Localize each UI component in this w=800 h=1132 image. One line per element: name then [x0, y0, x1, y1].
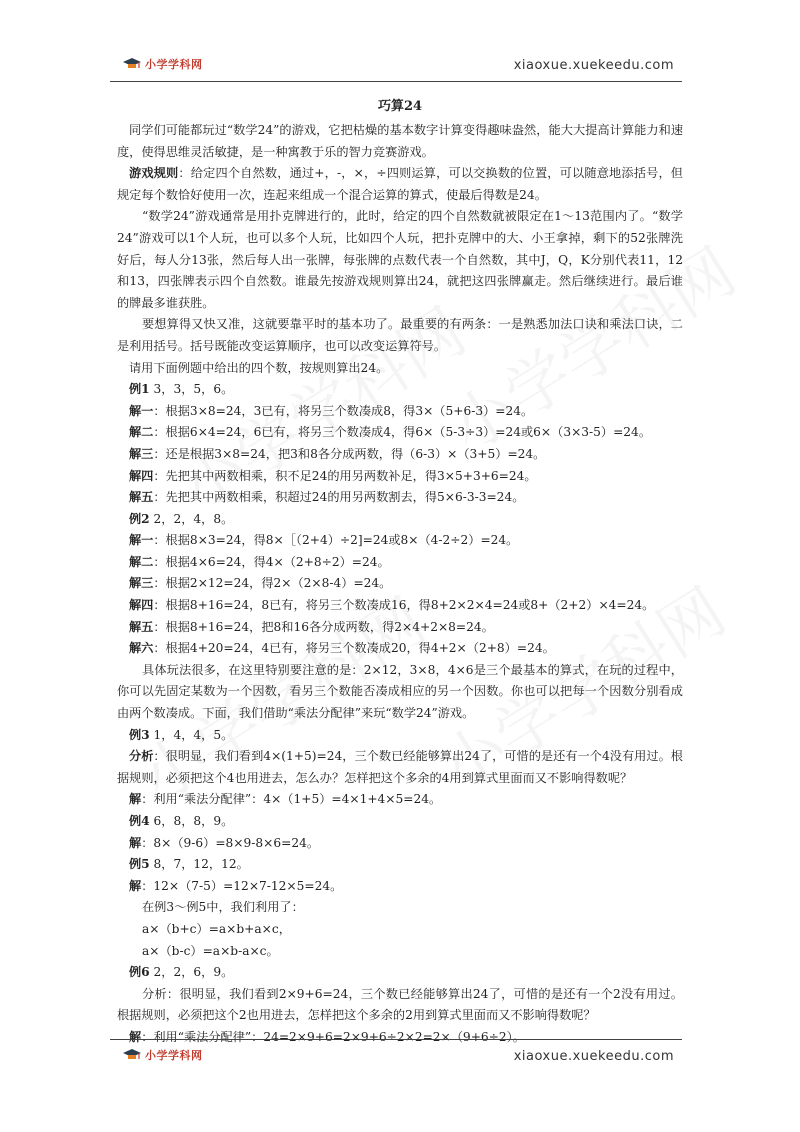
graduation-cap-icon	[122, 1047, 142, 1063]
paragraph: “数学24”游戏通常是用扑克牌进行的，此时，给定的四个自然数就被限定在1～13范围内了。“数学24”游戏可以1个人玩，也可以多个人玩，比如四个人玩，把扑克牌中的大、小王拿掉，剩下的52张牌洗好后，每人分13张，然后每人出一张牌，每张牌的点数代表一个自然数，其中J，Q，K分别代表11，12和13，四张牌表示四个自然数。谁最先按游戏规则算出24，就把这四张牌赢走。然后继续进行。最后谁的牌最多谁获胜。	[117, 209, 683, 310]
formula: a×（b+c）=a×b+a×c，	[142, 921, 291, 936]
footer-divider	[110, 1039, 682, 1040]
solution: 解一：根据8×3=24，得8×［（2+4）÷2]=24或8×（4-2÷2）=24。	[129, 533, 519, 548]
analysis: 分析：很明显，我们看到4×(1+5)=24，三个数已经能够算出24了，可惜的是还有一个4没有用过。根据规则，必须把这个4也用进去，怎么办？怎样把这个多余的4用到算式里面而又不影响得数呢？	[117, 749, 683, 785]
solution: 解：利用“乘法分配律”：24=2×9+6=2×9+6÷2×2=2×（9+6÷2）。	[129, 1029, 525, 1044]
site-url[interactable]: xiaoxue.xuekeedu.com	[513, 1049, 674, 1064]
site-url[interactable]: xiaoxue.xuekeedu.com	[513, 58, 674, 73]
paragraph: 请用下面例题中给出的四个数，按规则算出24。	[129, 360, 389, 375]
solution: 解四：根据8+16=24，8已有，将另三个数凑成16，得8+2×2×4=24或8+（2+2）×4=24。	[129, 598, 655, 613]
solution: 解：利用“乘法分配律”：4×（1+5）=4×1+4×5=24。	[129, 792, 442, 807]
solution: 解三：根据2×12=24，得2×（2×8-4）=24。	[129, 576, 392, 591]
logo-text: 小学学科网	[145, 58, 203, 71]
page-header	[110, 52, 678, 80]
solution: 解二：根据4×6=24，得4×（2+8÷2）=24。	[129, 554, 390, 569]
solution: 解六：根据4+20=24，4已有，将另三个数凑成20，得4+2×（2+8）=24。	[129, 641, 555, 656]
solution: 解三：还是根据3×8=24，把3和8各分成两数，得（6-3）×（3+5）=24。	[129, 446, 546, 461]
solution: 解：12×（7-5）=12×7-12×5=24。	[129, 878, 343, 893]
example-heading: 例3 1，4，4，5。	[129, 727, 234, 742]
paragraph: 同学们可能都玩过“数学24”的游戏，它把枯燥的基本数字计算变得趣味盎然，能大大提高计算能力和速度，使得思维灵活敏捷，是一种寓教于乐的智力竞赛游戏。	[117, 123, 683, 159]
solution: 解五：先把其中两数相乘，积超过24的用另两数割去，得5×6-3-3=24。	[129, 490, 525, 505]
formula: a×（b-c）=a×b-a×c。	[142, 943, 279, 958]
rules-paragraph: 游戏规则：给定四个自然数，通过+，-，×，÷四则运算，可以交换数的位置，可以随意地添括号，但规定每个数恰好使用一次，连起来组成一个混合运算的算式，使最后得数是24。	[117, 166, 683, 202]
solution: 解二：根据6×4=24，6已有，将另三个数凑成4，得6×（5-3÷3）=24或6×（3×3-5）=24。	[129, 425, 652, 440]
footer-logo	[122, 1047, 203, 1063]
example-heading: 例5 8，7，12，12。	[129, 857, 249, 872]
paragraph: 要想算得又快又准，这就要靠平时的基本功了。最重要的有两条：一是熟悉加法口诀和乘法口诀，二是利用括号。括号既能改变运算顺序，也可以改变运算符号。	[117, 317, 683, 353]
solution: 解四：先把其中两数相乘，积不足24的用另两数补足，得3×5+3+6=24。	[129, 468, 537, 483]
graduation-cap-icon	[122, 56, 142, 72]
solution: 解五：根据8+16=24，把8和16各分成两数，得2×4+2×8=24。	[129, 619, 494, 634]
example-heading: 例6 2，2，6，9。	[129, 965, 234, 980]
logo-text: 小学学科网	[145, 1049, 203, 1062]
example-heading: 例2 2，2，4，8。	[129, 511, 234, 526]
page-title: 巧算24	[377, 99, 423, 114]
header-divider	[110, 81, 682, 82]
paragraph: 具体玩法很多，在这里特别要注意的是：2×12，3×8，4×6是三个最基本的算式，在玩的过程中，你可以先固定某数为一个因数，看另三个数能否凑成相应的另一个因数。你也可以把每一个因数分别看成由两个数凑成。下面，我们借助“乘法分配律”来玩“数学24”游戏。	[117, 662, 683, 721]
analysis: 分析：很明显，我们看到2×9+6=24，三个数已经能够算出24了，可惜的是还有一个2没有用过。根据规则，必须把这个2也用进去，怎样把这个多余的2用到算式里面而又不影响得数呢？	[117, 986, 683, 1023]
page-footer	[110, 1043, 678, 1071]
solution: 解一：根据3×8=24，3已有，将另三个数凑成8，得3×（5+6-3）=24。	[129, 403, 534, 418]
example-heading: 例4 6，8，8，9。	[129, 814, 234, 828]
site-logo	[122, 56, 203, 72]
example-heading: 例1 3，3，5，6。	[129, 382, 234, 397]
document-body	[117, 96, 683, 1049]
paragraph: 在例3～例5中，我们利用了：	[142, 900, 304, 915]
solution: 解：8×（9-6）=8×9-8×6=24。	[129, 835, 320, 850]
